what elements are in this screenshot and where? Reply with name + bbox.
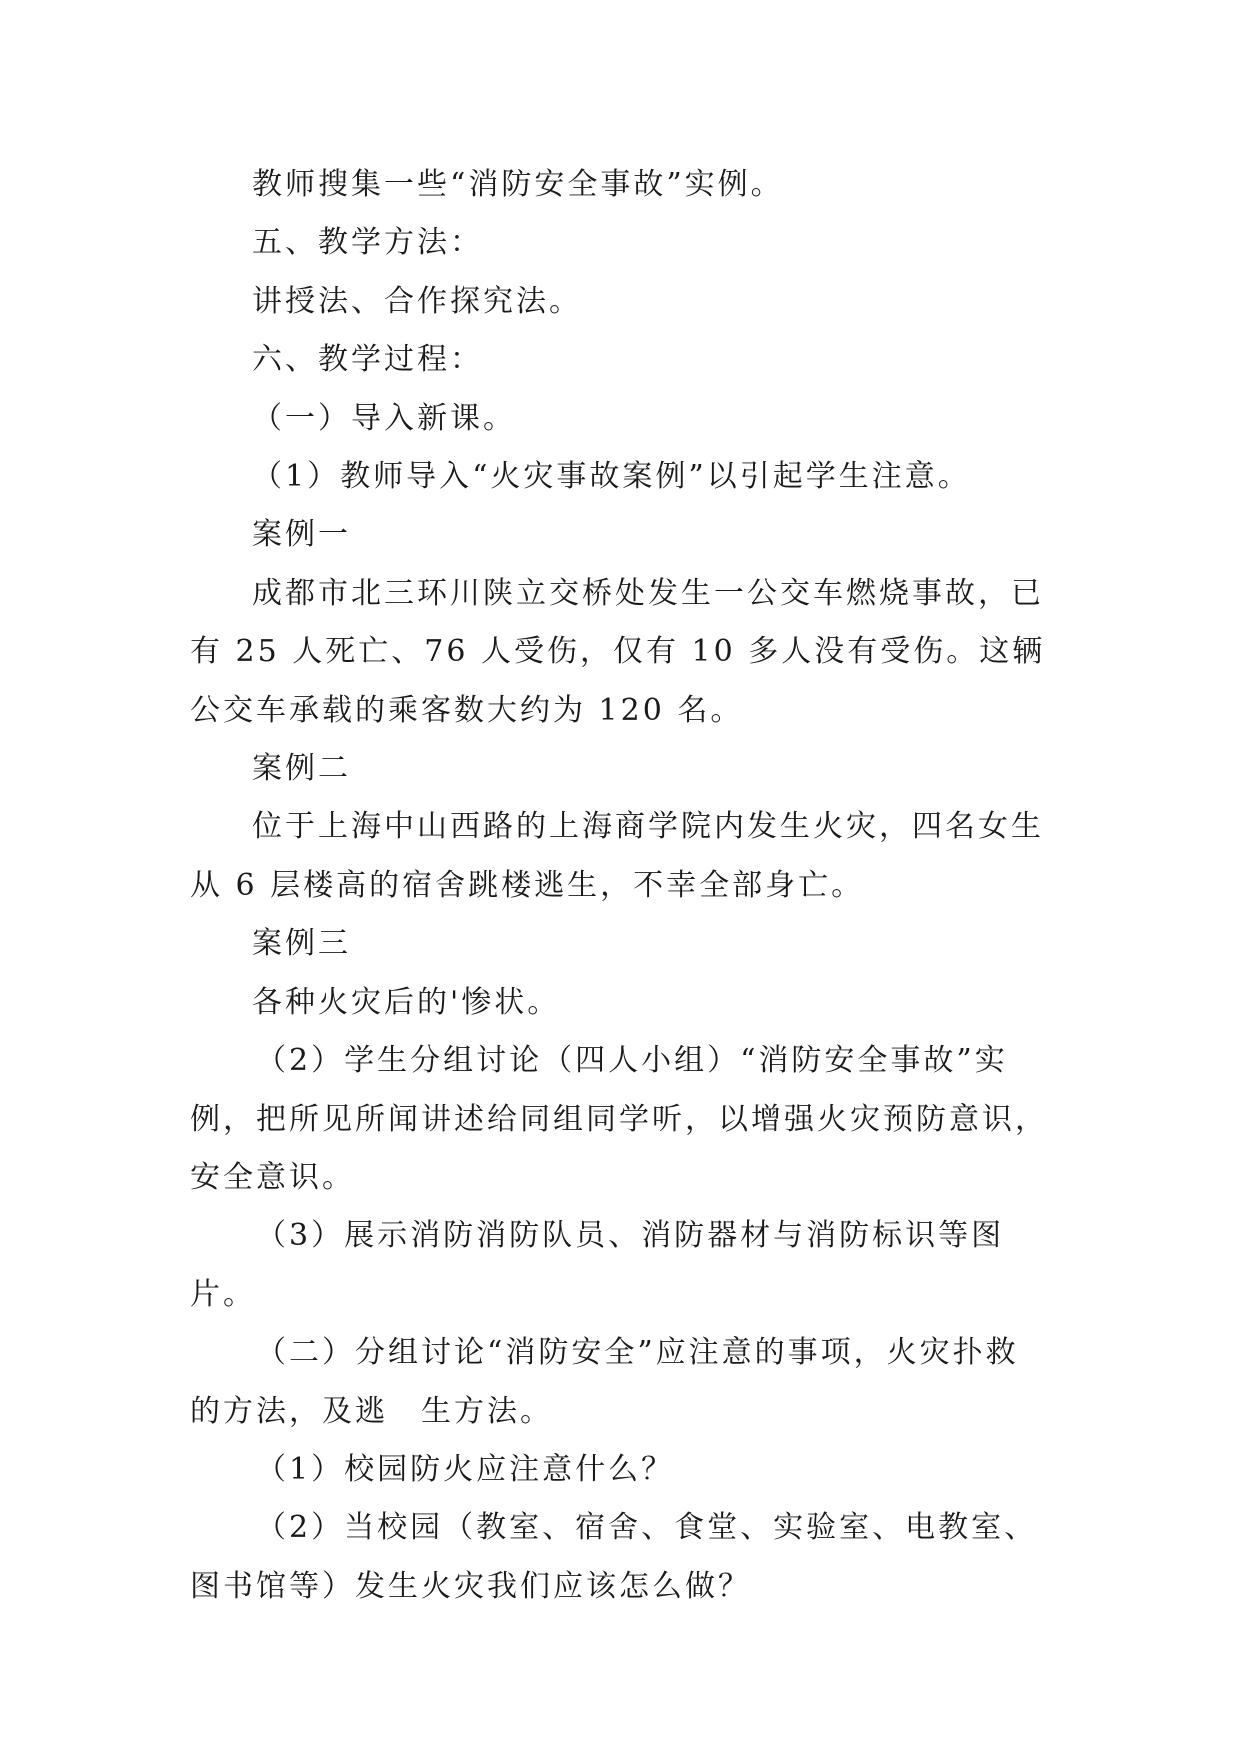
case-label: 案例二: [252, 751, 351, 787]
document-body: [190, 156, 1050, 1616]
subsection-heading: （一）导入新课。: [252, 400, 516, 436]
case-label: 案例三: [252, 926, 351, 962]
section-heading: 六、教学过程：: [252, 342, 483, 378]
subsection-heading: （二）分组讨论“消防安全”应注意的事项，火灾扑救的方法，及逃 生方法。: [190, 1335, 1019, 1429]
case-label: 案例一: [252, 517, 351, 553]
paragraph: 成都市北三环川陕立交桥处发生一公交车燃烧事故，已有 25 人死亡、76 人受伤，仅有 10 多人没有受伤。这辆公交车承载的乘客数大约为 120 名。: [190, 575, 1046, 728]
paragraph: 各种火灾后的'惨状。: [252, 984, 561, 1020]
paragraph: （1）校园防火应注意什么？: [256, 1451, 675, 1487]
paragraph: （3）展示消防消防队员、消防器材与消防标识等图片。: [190, 1218, 1005, 1312]
paragraph: 讲授法、合作探究法。: [252, 283, 582, 319]
section-heading: 五、教学方法：: [252, 225, 483, 261]
paragraph: （2）当校园（教室、宿舍、食堂、实验室、电教室、图书馆等）发生火灾我们应该怎么做？: [190, 1510, 1038, 1604]
paragraph: 教师搜集一些“消防安全事故”实例。: [252, 167, 784, 202]
paragraph: 位于上海中山西路的上海商学院内发生火灾，四名女生从 6 层楼高的宿舍跳楼逃生，不幸全部身亡。: [190, 809, 1044, 903]
paragraph: （1）教师导入“火灾事故案例”以引起学生注意。: [252, 459, 971, 495]
paragraph: （2）学生分组讨论（四人小组）“消防安全事故”实例，把所见所闻讲述给同组同学听，以增强火灾预防意识，安全意识。: [190, 1043, 1048, 1195]
